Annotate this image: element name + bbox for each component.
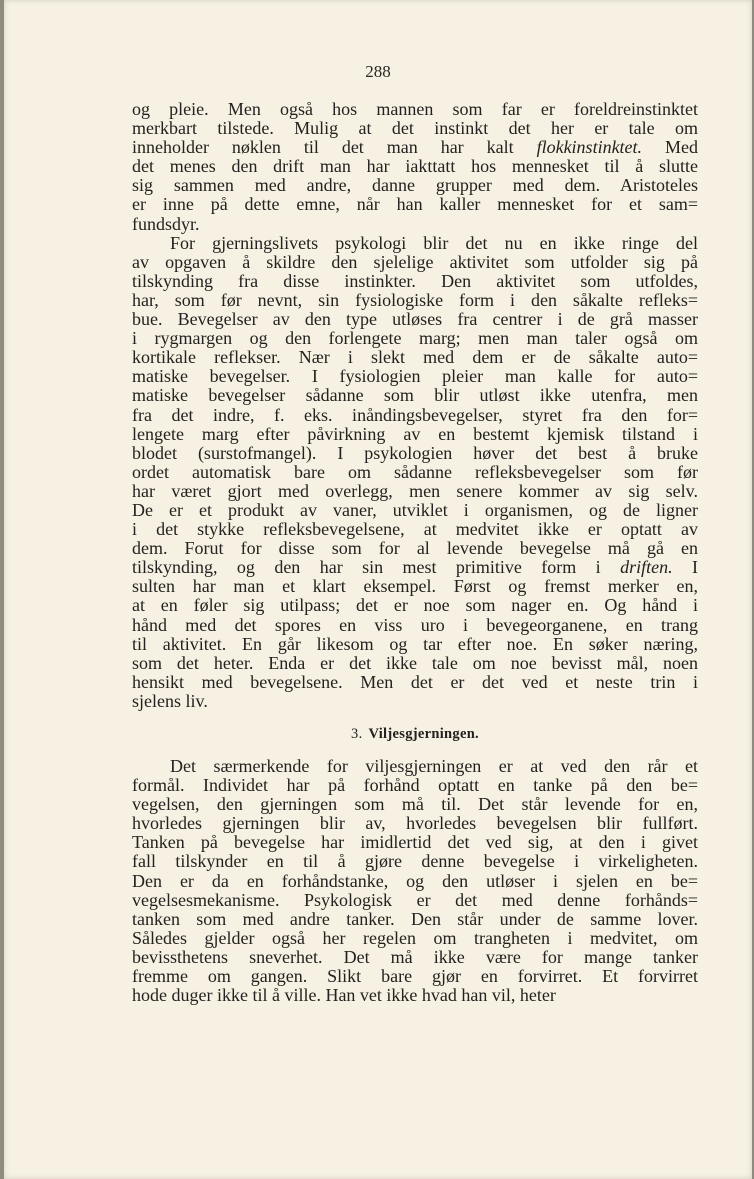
text-line: tanken som med andre tanker. Den står under de samme lover. xyxy=(132,909,698,929)
text-line: Tanken på bevegelse har imidlertid det ved sig, at den i givet xyxy=(132,833,698,853)
text-line: ordet automatisk bare om sådanne refleksbevegelser som før xyxy=(132,462,698,482)
text-line: fundsdyr. xyxy=(132,214,200,234)
text-line: formål. Individet har på forhånd optatt en tanke på den be= xyxy=(132,776,698,796)
text-line: inneholder nøklen til det man har kalt flokkinstinktet. Med xyxy=(132,138,698,158)
text-line: hånd med det spores en viss uro i bevegeorganene, en trang xyxy=(132,615,698,635)
paragraph-3 xyxy=(132,757,698,1005)
text-line: fremme om gangen. Slikt bare gjør en forvirret. Et forvirret xyxy=(132,967,698,987)
text-line: vegelsesmekanisme. Psykologisk er det med denne forhånds= xyxy=(132,890,698,910)
paragraph-2 xyxy=(132,234,698,711)
text-line: sig sammen med andre, danne grupper med dem. Aristoteles xyxy=(132,176,698,196)
text-line: matiske bevegelser. I fysiologien pleier man kalle for auto= xyxy=(132,367,698,387)
text-line: sulten har man et klart eksempel. Først og fremst merker en, xyxy=(132,577,698,597)
text-line: til aktivitet. En går likesom og tar efter noe. En søker næring, xyxy=(132,634,698,654)
text-line: at en føler sig utilpass; det er noe som nager en. Og hånd i xyxy=(132,596,698,616)
text-line: hvorledes gjerningen blir av, hvorledes bevegelsen blir fullført. xyxy=(132,814,698,834)
text-line: sjelens liv. xyxy=(132,691,208,711)
text-line: bue. Bevegelser av den type utløses fra centrer i de grå masser xyxy=(132,310,698,330)
text-line: hensikt med bevegelsene. Men det er det ved et neste trin i xyxy=(132,672,698,692)
text-line: som det heter. Enda er det ikke tale om noe bevisst mål, noen xyxy=(132,653,698,673)
text-line: fra det indre, f. eks. inåndingsbevegelser, styret fra den for= xyxy=(132,405,698,425)
text-line: er inne på dette emne, når han kaller mennesket for et sam= xyxy=(132,195,698,215)
text-line: i det stykke refleksbevegelsene, at medvitet ikke er optatt av xyxy=(132,520,698,540)
section-heading xyxy=(132,725,698,743)
page-number: 288 xyxy=(365,62,391,81)
text-line: De er et produkt av vaner, utviklet i organismen, og de ligner xyxy=(132,500,698,520)
text-line: tilskynding fra disse instinkter. Den aktivitet som utfoldes, xyxy=(132,271,698,291)
text-line: lengete marg efter påvirkning av en bestemt kjemisk tilstand i xyxy=(132,424,698,444)
text-line: Således gjelder også her regelen om trangheten i medvitet, om xyxy=(132,928,698,948)
book-page xyxy=(4,0,752,1179)
text-line: og pleie. Men også hos mannen som far er foreldreinstinktet xyxy=(132,100,698,119)
text-line: det menes den drift man har iakttatt hos mennesket til å slutte xyxy=(132,157,698,177)
text-line: har, som før nevnt, sin fysiologiske form i den såkalte refleks= xyxy=(132,290,698,310)
body-text xyxy=(132,100,698,1005)
text-line: av opgaven å skildre den sjelelige aktivitet som utfolder sig på xyxy=(132,252,698,272)
text-line: merkbart tilstede. Mulig at det instinkt det her er tale om xyxy=(132,119,698,139)
text-line: Det særmerkende for viljesgjerningen er at ved den rår et xyxy=(170,757,698,776)
text-line: fall tilskynder en til å gjøre denne bevegelse i virkeligheten. xyxy=(132,852,698,872)
text-line: tilskynding, og den har sin mest primitive form i driften. I xyxy=(132,558,698,578)
text-line: Den er da en forhåndstanke, og den utløser i sjelen en be= xyxy=(132,871,698,891)
text-line: For gjerningslivets psykologi blir det nu en ikke ringe del xyxy=(170,233,698,253)
text-line: vegelsen, den gjerningen som må til. Det står levende for en, xyxy=(132,795,698,815)
text-line: hode duger ikke til å ville. Han vet ikke hvad han vil, heter xyxy=(132,986,556,1006)
text-line: matiske bevegelser sådanne som blir utløst ikke utenfra, men xyxy=(132,386,698,406)
text-line: kortikale reflekser. Nær i slekt med dem er de såkalte auto= xyxy=(132,348,698,368)
text-line: bevissthetens sneverhet. Det må ikke være for mange tanker xyxy=(132,947,698,967)
section-number: 3. xyxy=(351,726,363,742)
text-line: blodet (surstofmangel). I psykologien høver det best å bruke xyxy=(132,443,698,463)
paragraph-1 xyxy=(132,100,698,234)
text-line: dem. Forut for disse som for al levende bevegelse må gå en xyxy=(132,539,698,559)
text-line: har været gjort med overlegg, men senere kommer av sig selv. xyxy=(132,481,698,501)
section-title: Viljesgjerningen. xyxy=(368,726,479,742)
text-line: i rygmargen og den forlengete marg; men man taler også om xyxy=(132,329,698,349)
